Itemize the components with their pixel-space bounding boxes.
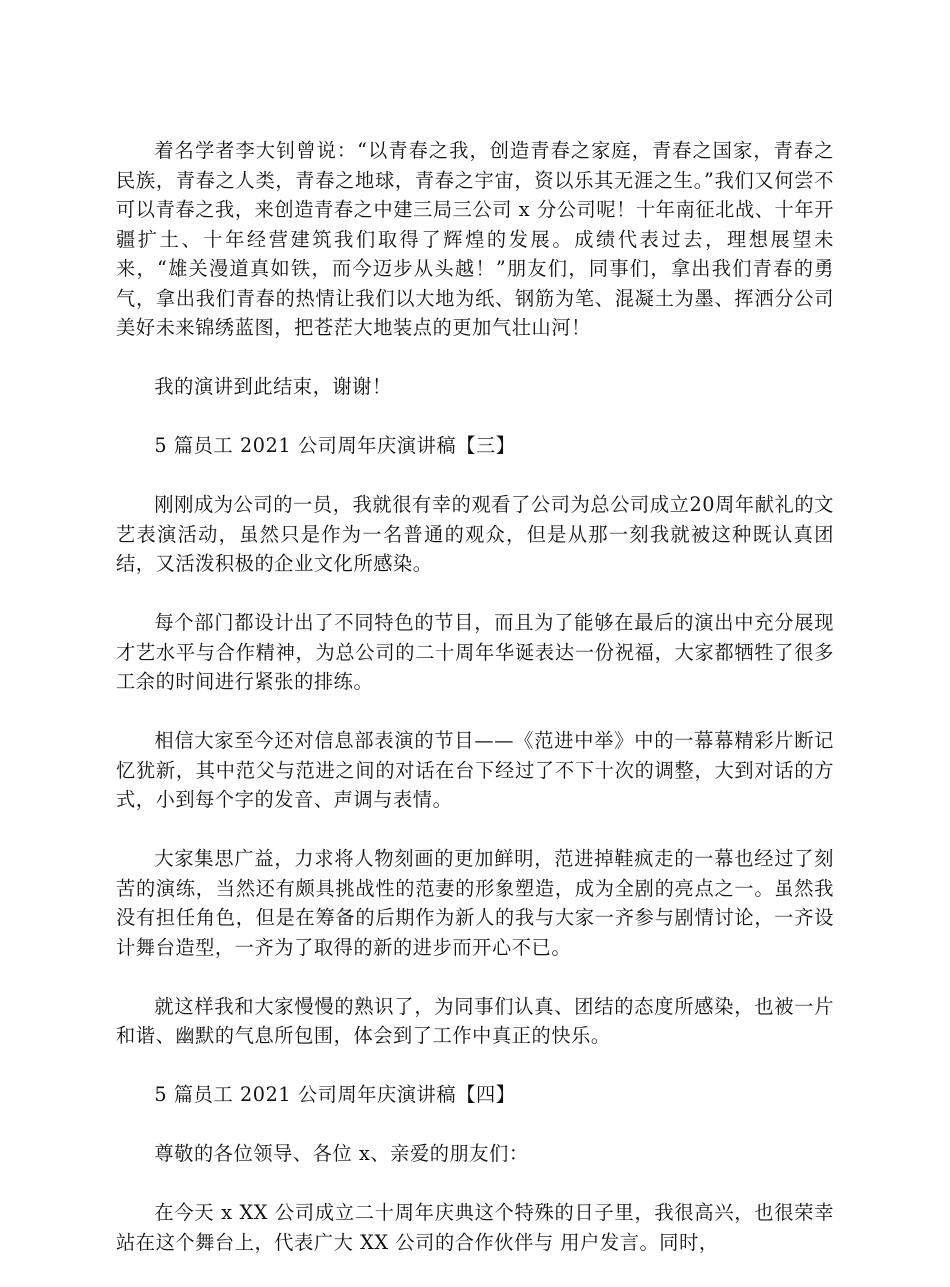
paragraph-speech-end: 我的演讲到此结束，谢谢！ xyxy=(154,375,392,398)
paragraph-new-member: 刚刚成为公司的一员，我就很有幸的观看了公司为总公司成立20周年献礼的文艺表演活动，虽然只是作为一名普通的观众，但是从那一刻我就被这种既认真团结，又活泼积极的企业文化所感染。 xyxy=(116,493,834,575)
section-heading-four: 5 篇员工 2021 公司周年庆演讲稿【四】 xyxy=(154,1083,516,1106)
paragraph-li-dazhao-quote: 着名学者李大钊曾说：“以青春之我，创造青春之家庭，青春之国家，青春之民族，青春之人类，青春之地球，青春之宇宙，资以乐其无涯之生。”我们又何尝不可以青春之我，来创造青春之中建三局三公司 x 分公司呢！十年南征北战、十年开疆扩土、十年经营建筑我们取得了辉煌的发展。成绩代表过去，理想展望未来，“雄关漫道真如铁，而今迈步从头越！”朋友们，同事们，拿出我们青春的勇气，拿出我们青春的热情让我们以大地为纸、钢筋为笔、混凝土为墨、挥洒分公司美好未来锦绣蓝图，把苍茫大地装点的更加气壮山河！ xyxy=(116,139,834,339)
section-heading-three: 5 篇员工 2021 公司周年庆演讲稿【三】 xyxy=(154,434,516,457)
paragraph-familiar: 就这样我和大家慢慢的熟识了，为同事们认真、团结的态度所感染，也被一片和谐、幽默的气息所包围，体会到了工作中真正的快乐。 xyxy=(116,994,834,1047)
paragraph-departments: 每个部门都设计出了不同特色的节目，而且为了能够在最后的演出中充分展现才艺水平与合作精神，为总公司的二十周年华诞表达一份祝福，大家都牺牲了很多工余的时间进行紧张的排练。 xyxy=(116,611,834,693)
paragraph-brainstorm: 大家集思广益，力求将人物刻画的更加鲜明，范进掉鞋疯走的一幕也经过了刻苦的演练，当然还有颇具挑战性的范妻的形象塑造，成为全剧的亮点之一。虽然我没有担任角色，但是在筹备的后期作为新人的我与大家一齐参与剧情讨论，一齐设计舞台造型，一齐为了取得的新的进步而开心不已。 xyxy=(116,847,834,959)
document-page xyxy=(116,136,834,1287)
paragraph-salutation: 尊敬的各位领导、各位 x、亲爱的朋友们： xyxy=(154,1142,529,1165)
paragraph-anniversary: 在今天 x XX 公司成立二十周年庆典这个特殊的日子里，我很高兴，也很荣幸站在这个舞台上，代表广大 XX 公司的合作伙伴与 用户发言。同时， xyxy=(116,1201,834,1254)
paragraph-fan-jin: 相信大家至今还对信息部表演的节目——《范进中举》中的一幕幕精彩片断记忆犹新，其中范父与范进之间的对话在台下经过了不下十次的调整，大到对话的方式，小到每个字的发音、声调与表情。 xyxy=(116,729,834,811)
